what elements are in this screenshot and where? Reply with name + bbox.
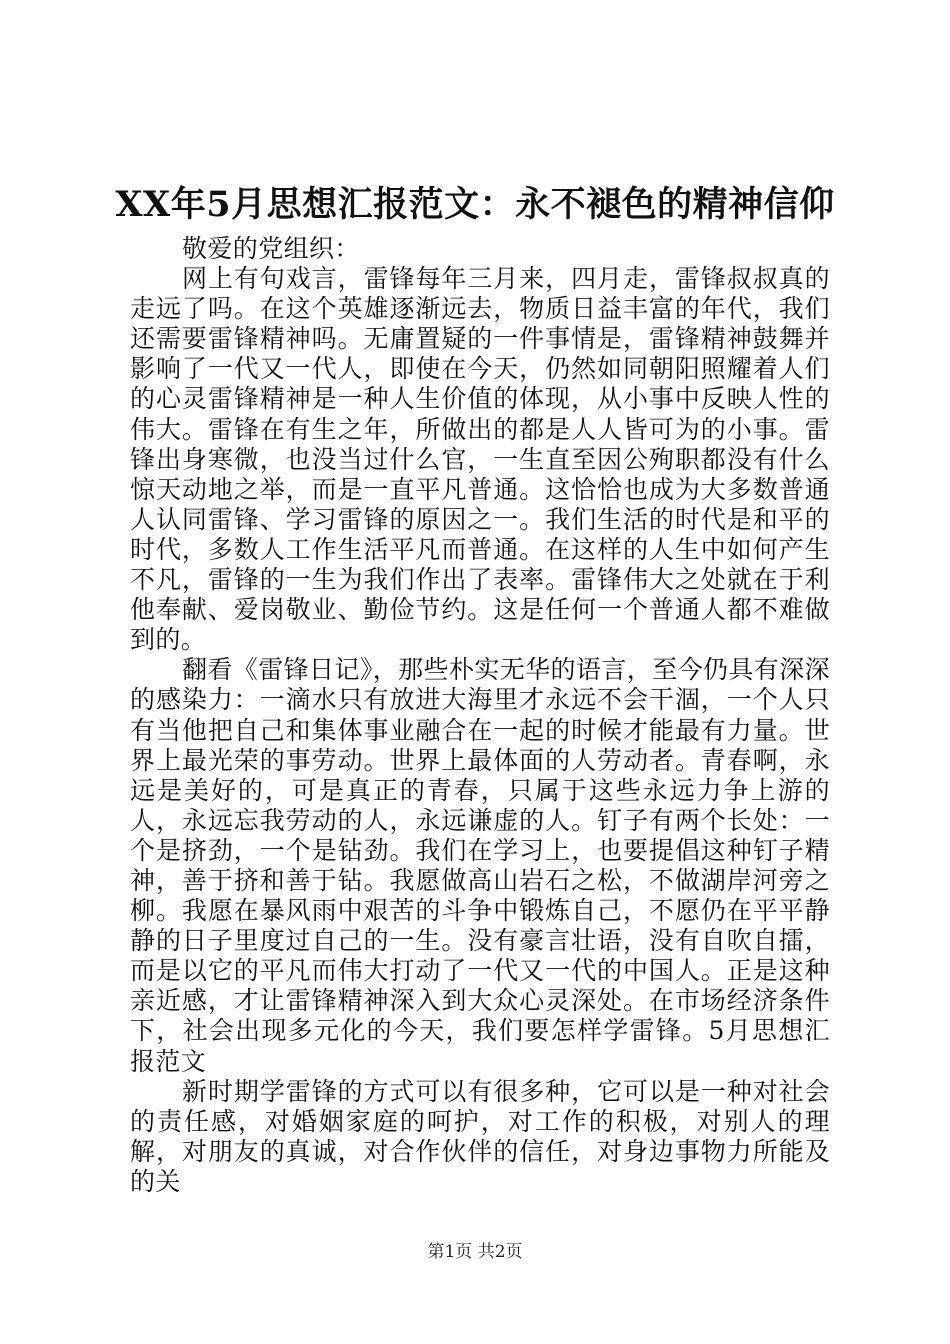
body-paragraph-2: 翻看《雷锋日记》，那些朴实无华的语言，至今仍具有深深的感染力：一滴水只有放进大海里才永远不会干涸，一个人只有当他把自己和集体事业融合在一起的时候才能最有力量。世界上最光荣的事劳动。世界上最体面的人劳动者。青春啊，永远是美好的，可是真正的青春，只属于这些永远力争上游的人，永远忘我劳动的人，永远谦虚的人。钉子有两个长处：一个是挤劲，一个是钻劲。我们在学习上，也要提倡这种钉子精神，善于挤和善于钻。我愿做高山岩石之松，不做湖岸河旁之柳。我愿在暴风雨中艰苦的斗争中锻炼自己，不愿仍在平平静静的日子里度过自己的一生。没有豪言壮语，没有自吹自擂，而是以它的平凡而伟大打动了一代又一代的中国人。正是这种亲近感，才让雷锋精神深入到大众心灵深处。在市场经济条件下，社会出现多元化的今天，我们要怎样学雷锋。5月思想汇报范文: [130, 655, 830, 1076]
document-title: XX年5月思想汇报范文：永不褪色的精神信仰: [115, 184, 835, 225]
document-body: [130, 234, 830, 1197]
page-footer: 第1页 共2页: [427, 1242, 523, 1262]
body-paragraph-1: 网上有句戏言，雷锋每年三月来，四月走，雷锋叔叔真的走远了吗。在这个英雄逐渐远去，物质日益丰富的年代，我们还需要雷锋精神吗。无庸置疑的一件事情是，雷锋精神鼓舞并影响了一代又一代人，即使在今天，仍然如同朝阳照耀着人们的心灵雷锋精神是一种人生价值的体现，从小事中反映人性的伟大。雷锋在有生之年，所做出的都是人人皆可为的小事。雷锋出身寒微，也没当过什么官，一生直至因公殉职都没有什么惊天动地之举，而是一直平凡普通。这恰恰也成为大多数普通人认同雷锋、学习雷锋的原因之一。我们生活的时代是和平的时代，多数人工作生活平凡而普通。在这样的人生中如何产生不凡，雷锋的一生为我们作出了表率。雷锋伟大之处就在于利他奉献、爱岗敬业、勤俭节约。这是任何一个普通人都不难做到的。: [130, 264, 830, 655]
body-paragraph-3: 新时期学雷锋的方式可以有很多种，它可以是一种对社会的责任感，对婚姻家庭的呵护，对工作的积极，对别人的理解，对朋友的真诚，对合作伙伴的信任，对身边事物力所能及的关: [130, 1076, 830, 1196]
greeting-line: 敬爱的党组织：: [182, 234, 360, 263]
